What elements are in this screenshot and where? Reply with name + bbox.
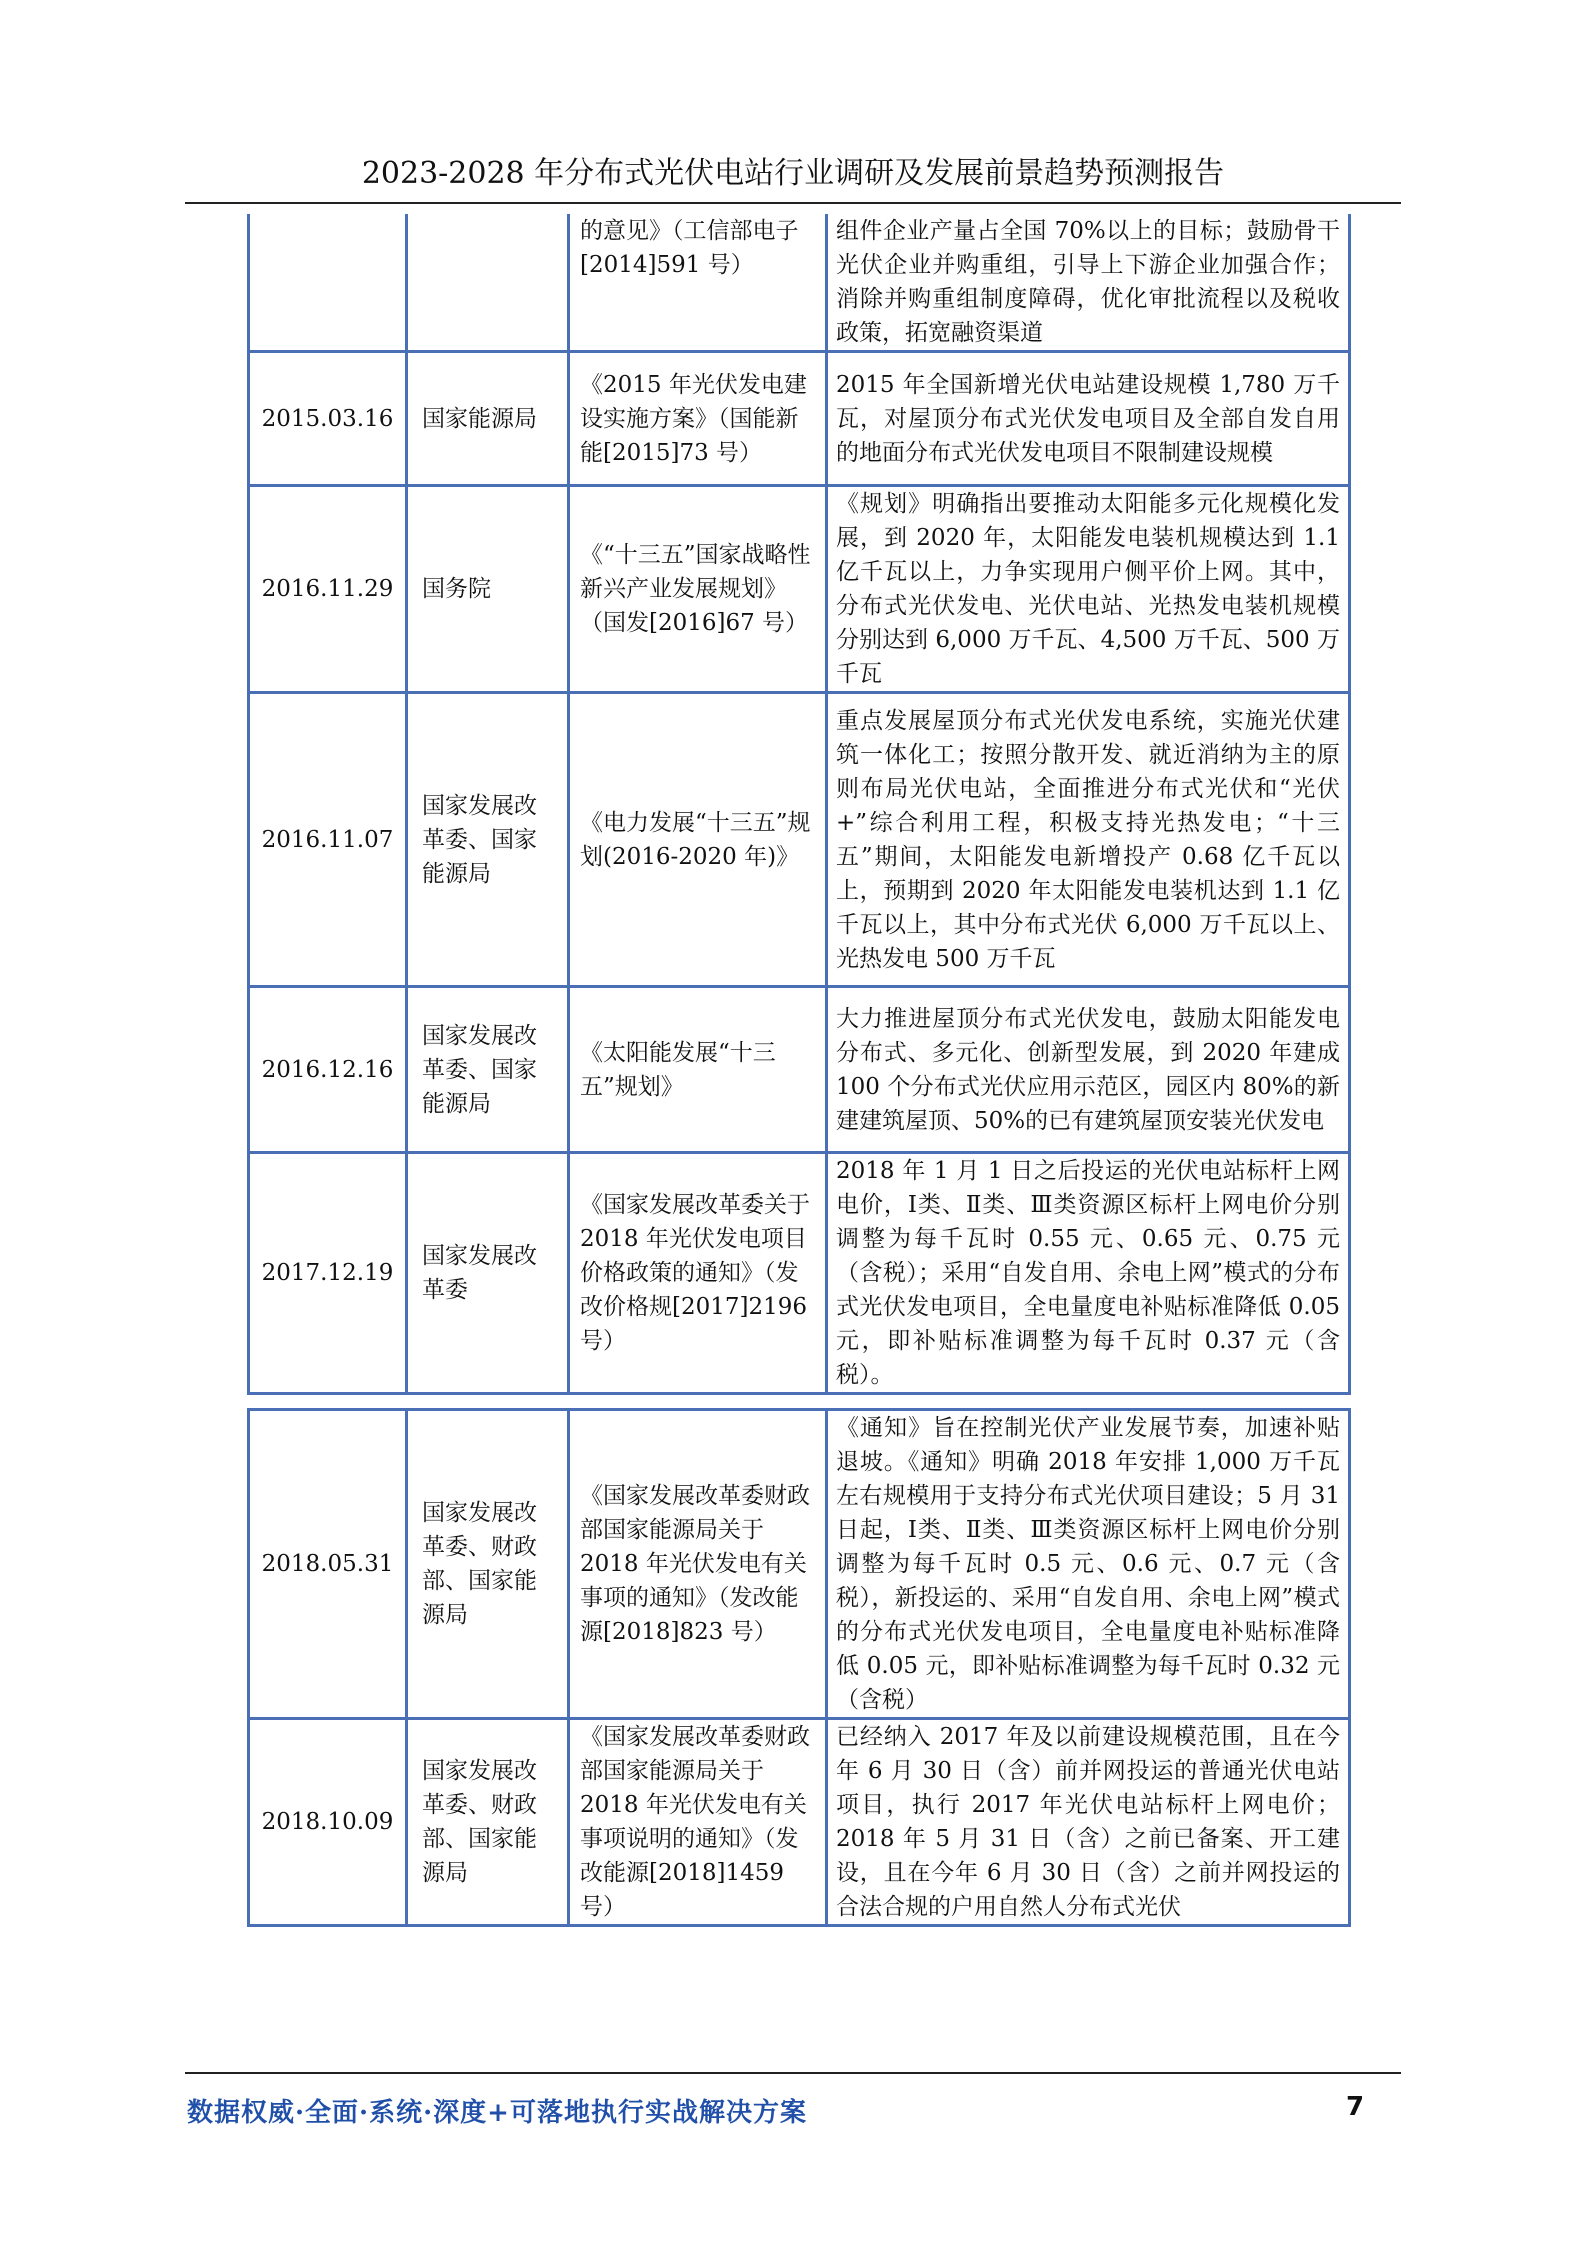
document-cell: 《电力发展“十三五”规划(2016-2020 年)》 — [569, 693, 827, 987]
table-row — [249, 486, 1350, 693]
content-cell: 大力推进屋顶分布式光伏发电，鼓励太阳能发电分布式、多元化、创新型发展，到 2020 年建成 100 个分布式光伏应用示范区，园区内 80%的新建建筑屋顶、50%的已有建筑屋顶安装光伏发电 — [827, 987, 1350, 1153]
footer-slogan: 数据权威·全面·系统·深度+可落地执行实战解决方案 — [187, 2098, 807, 2128]
document-cell: 《“十三五”国家战略性新兴产业发展规划》（国发[2016]67 号） — [569, 486, 827, 693]
content-cell: 2015 年全国新增光伏电站建设规模 1,780 万千瓦，对屋顶分布式光伏发电项目及全部自发自用的地面分布式光伏发电项目不限制建设规模 — [827, 352, 1350, 486]
table-row — [249, 1719, 1350, 1926]
table-row — [249, 214, 1350, 352]
date-cell: 2016.12.16 — [249, 987, 407, 1153]
policy-table-next-page — [247, 1408, 1351, 1927]
content-cell: 已经纳入 2017 年及以前建设规模范围，且在今年 6 月 30 日（含）前并网投运的普通光伏电站项目，执行 2017 年光伏电站标杆上网电价；2018 年 5 月 31 日（含）之前已备案、开工建设，且在今年 6 月 30 日（含）之前并网投运的合法合规的户用自然人分布式光伏 — [827, 1719, 1350, 1926]
date-cell: 2017.12.19 — [249, 1153, 407, 1394]
date-cell — [249, 214, 407, 352]
table-row — [249, 1410, 1350, 1719]
table-row — [249, 987, 1350, 1153]
content-cell: 重点发展屋顶分布式光伏发电系统，实施光伏建筑一体化工；按照分散开发、就近消纳为主的原则布局光伏电站，全面推进分布式光伏和“光伏+”综合利用工程，积极支持光热发电；“十三五”期间，太阳能发电新增投产 0.68 亿千瓦以上，预期到 2020 年太阳能发电装机达到 1.1 亿千瓦以上，其中分布式光伏 6,000 万千瓦以上、光热发电 500 万千瓦 — [827, 693, 1350, 987]
agency-cell — [407, 214, 569, 352]
document-cell: 《国家发展改革委财政部国家能源局关于 2018 年光伏发电有关事项的通知》（发改能源[2018]823 号） — [569, 1410, 827, 1719]
table-row — [249, 693, 1350, 987]
policy-table-continued — [247, 214, 1351, 1395]
page-number: 7 — [1346, 2092, 1365, 2122]
footer-divider — [185, 2072, 1401, 2074]
content-cell: 组件企业产量占全国 70%以上的目标；鼓励骨干光伏企业并购重组，引导上下游企业加强合作；消除并购重组制度障碍，优化审批流程以及税收政策，拓宽融资渠道 — [827, 214, 1350, 352]
content-cell: 《通知》旨在控制光伏产业发展节奏，加速补贴退坡。《通知》明确 2018 年安排 1,000 万千瓦左右规模用于支持分布式光伏项目建设；5 月 31 日起，Ⅰ类、Ⅱ类、Ⅲ类资源区标杆上网电价分别调整为每千瓦时 0.5 元、0.6 元、0.7 元（含税），新投运的、采用“自发自用、余电上网”模式的分布式光伏发电项目，全电量度电补贴标准降低 0.05 元，即补贴标准调整为每千瓦时 0.32 元（含税） — [827, 1410, 1350, 1719]
document-cell: 《2015 年光伏发电建设实施方案》（国能新能[2015]73 号） — [569, 352, 827, 486]
agency-cell: 国家能源局 — [407, 352, 569, 486]
agency-cell: 国务院 — [407, 486, 569, 693]
document-cell: 《国家发展改革委关于 2018 年光伏发电项目价格政策的通知》（发改价格规[2017]2196 号） — [569, 1153, 827, 1394]
agency-cell: 国家发展改革委、财政部、国家能源局 — [407, 1410, 569, 1719]
document-cell: 《国家发展改革委财政部国家能源局关于 2018 年光伏发电有关事项说明的通知》（发改能源[2018]1459 号） — [569, 1719, 827, 1926]
document-cell: 的意见》（工信部电子[2014]591 号） — [569, 214, 827, 352]
page-header-title: 2023-2028 年分布式光伏电站行业调研及发展前景趋势预测报告 — [361, 156, 1225, 191]
date-cell: 2018.10.09 — [249, 1719, 407, 1926]
agency-cell: 国家发展改革委、国家能源局 — [407, 693, 569, 987]
agency-cell: 国家发展改革委、国家能源局 — [407, 987, 569, 1153]
date-cell: 2016.11.29 — [249, 486, 407, 693]
date-cell: 2015.03.16 — [249, 352, 407, 486]
header-divider — [185, 202, 1401, 204]
agency-cell: 国家发展改革委 — [407, 1153, 569, 1394]
date-cell: 2016.11.07 — [249, 693, 407, 987]
document-cell: 《太阳能发展“十三五”规划》 — [569, 987, 827, 1153]
agency-cell: 国家发展改革委、财政部、国家能源局 — [407, 1719, 569, 1926]
content-cell: 《规划》明确指出要推动太阳能多元化规模化发展，到 2020 年，太阳能发电装机规模达到 1.1 亿千瓦以上，力争实现用户侧平价上网。其中，分布式光伏发电、光伏电站、光热发电装机规模分别达到 6,000 万千瓦、4,500 万千瓦、500 万千瓦 — [827, 486, 1350, 693]
date-cell: 2018.05.31 — [249, 1410, 407, 1719]
table-row — [249, 1153, 1350, 1394]
table-row — [249, 352, 1350, 486]
content-cell: 2018 年 1 月 1 日之后投运的光伏电站标杆上网电价，Ⅰ类、Ⅱ类、Ⅲ类资源区标杆上网电价分别调整为每千瓦时 0.55 元、0.65 元、0.75 元（含税）；采用“自发自用、余电上网”模式的分布式光伏发电项目，全电量度电补贴标准降低 0.05 元，即补贴标准调整为每千瓦时 0.37 元（含税）。 — [827, 1153, 1350, 1394]
